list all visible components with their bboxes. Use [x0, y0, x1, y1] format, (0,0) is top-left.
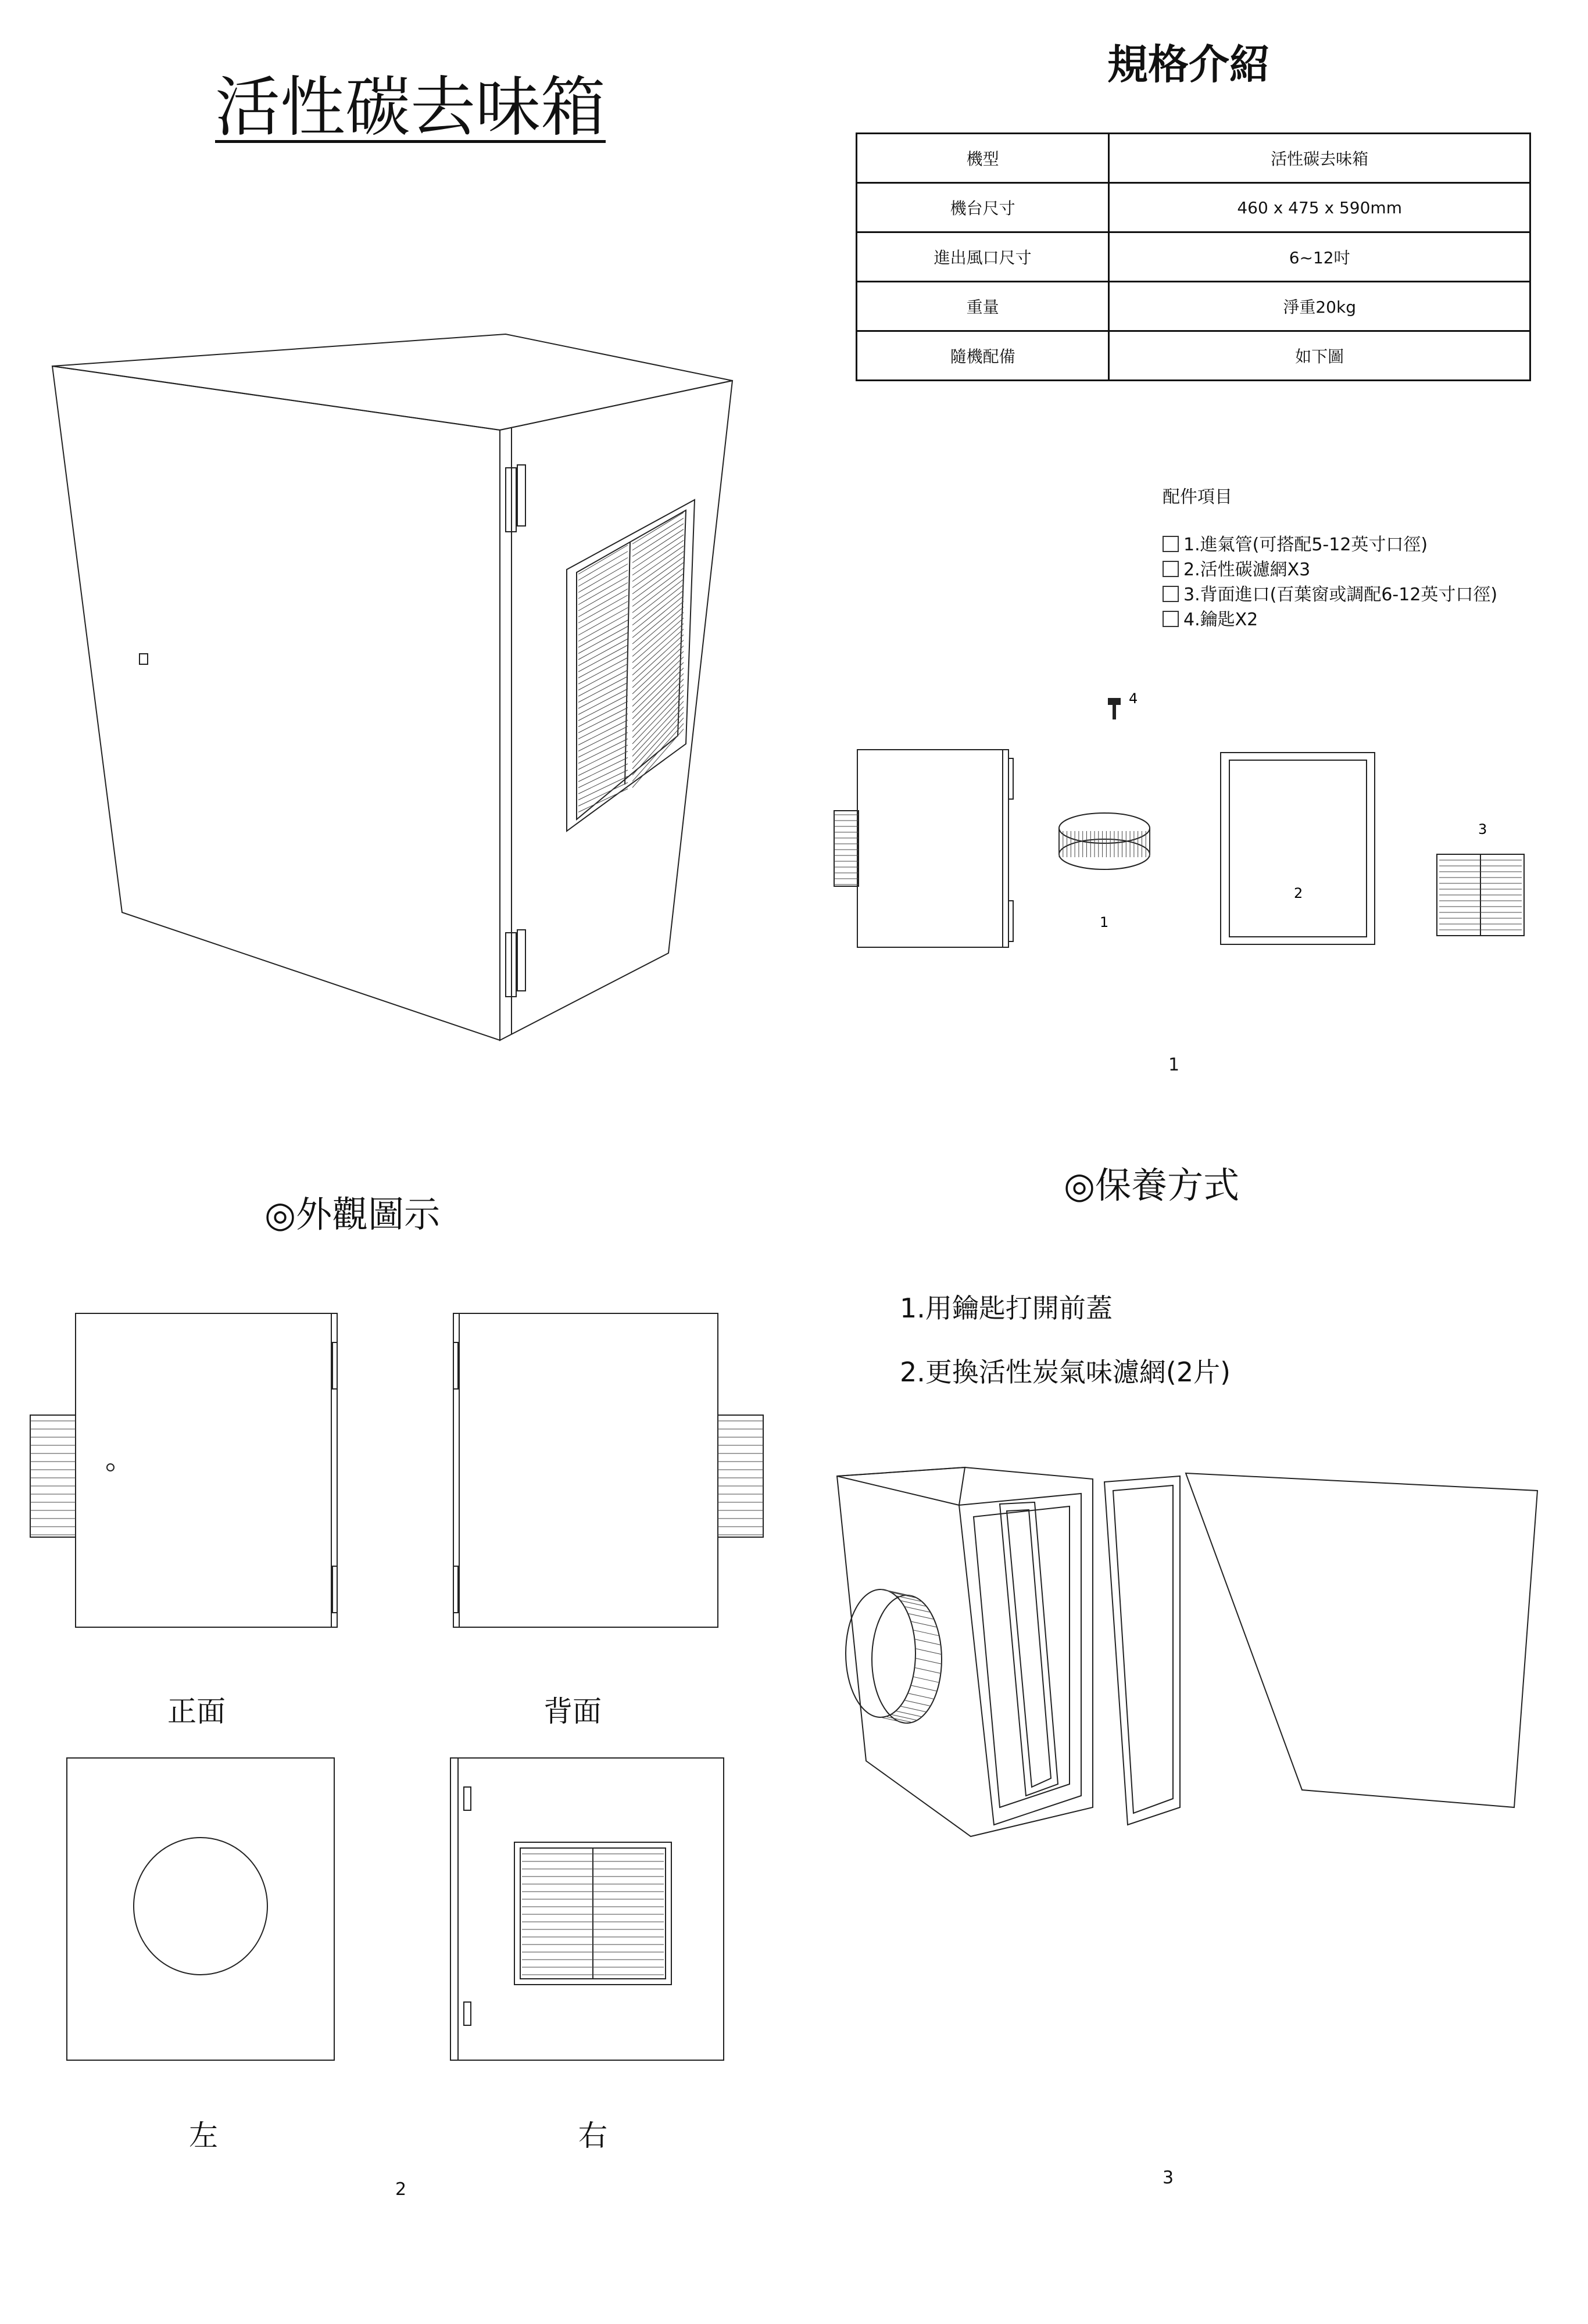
table-row: [857, 282, 1530, 331]
accessories-heading: 配件項目: [1163, 487, 1232, 507]
figure-label: 2: [1294, 885, 1303, 901]
accessory-item-label: 2.活性碳濾網X3: [1183, 560, 1311, 580]
appearance-heading: ◎外觀圖示: [264, 1193, 441, 1236]
accessory-item-label: 3.背面進口(百葉窗或調配6-12英寸口徑): [1183, 585, 1498, 605]
checkbox-icon: [1163, 611, 1179, 627]
left-view-drawing: [64, 1755, 343, 2069]
table-row: [857, 134, 1530, 183]
spec-value: 460 x 475 x 590mm: [1109, 183, 1530, 232]
page-number: 3: [1163, 2168, 1174, 2188]
table-row: [857, 232, 1530, 282]
spec-value: 如下圖: [1109, 331, 1530, 381]
view-label-left: 左: [189, 2119, 218, 2153]
view-label-front: 正面: [167, 1695, 226, 1728]
view-label-back: 背面: [543, 1695, 602, 1728]
checkbox-icon: [1163, 561, 1179, 577]
spec-label: 重量: [857, 282, 1109, 331]
accessories-illustration: [825, 686, 1558, 965]
checkbox-icon: [1163, 536, 1179, 552]
accessory-item: [1163, 605, 1258, 631]
maintenance-heading: ◎保養方式: [1064, 1164, 1240, 1206]
spec-value: 活性碳去味箱: [1109, 134, 1530, 183]
spec-label: 機台尺寸: [857, 183, 1109, 232]
figure-label: 3: [1478, 821, 1487, 837]
spec-value: 6~12吋: [1109, 232, 1530, 282]
back-view-drawing: [450, 1310, 776, 1636]
accessory-item: [1163, 580, 1497, 606]
spec-table: [856, 133, 1531, 381]
accessory-item: [1163, 530, 1428, 556]
right-view-drawing: [448, 1755, 732, 2069]
accessory-item: [1163, 555, 1310, 581]
main-box-illustration: [47, 325, 756, 1058]
maintenance-step: 2.更換活性炭氣味濾網(2片): [900, 1356, 1231, 1388]
page-number: 2: [395, 2179, 407, 2200]
table-row: [857, 331, 1530, 381]
page-title: 活性碳去味箱: [215, 70, 606, 145]
accessory-item-label: 1.進氣管(可搭配5-12英寸口徑): [1183, 535, 1428, 555]
key-icon: [1108, 699, 1120, 704]
table-row: [857, 183, 1530, 232]
spec-label: 隨機配備: [857, 331, 1109, 381]
maintenance-illustration: [825, 1459, 1546, 1854]
spec-label: 機型: [857, 134, 1109, 183]
spec-heading: 規格介紹: [1107, 41, 1270, 88]
front-view-drawing: [29, 1310, 355, 1636]
page-number: 1: [1168, 1055, 1180, 1075]
accessory-item-label: 4.鑰匙X2: [1183, 610, 1258, 630]
spec-value: 淨重20kg: [1109, 282, 1530, 331]
figure-label: 4: [1129, 690, 1138, 707]
figure-label: 1: [1100, 914, 1109, 930]
view-label-right: 右: [578, 2119, 607, 2153]
maintenance-step: 1.用鑰匙打開前蓋: [900, 1292, 1113, 1324]
checkbox-icon: [1163, 586, 1179, 602]
spec-label: 進出風口尺寸: [857, 232, 1109, 282]
